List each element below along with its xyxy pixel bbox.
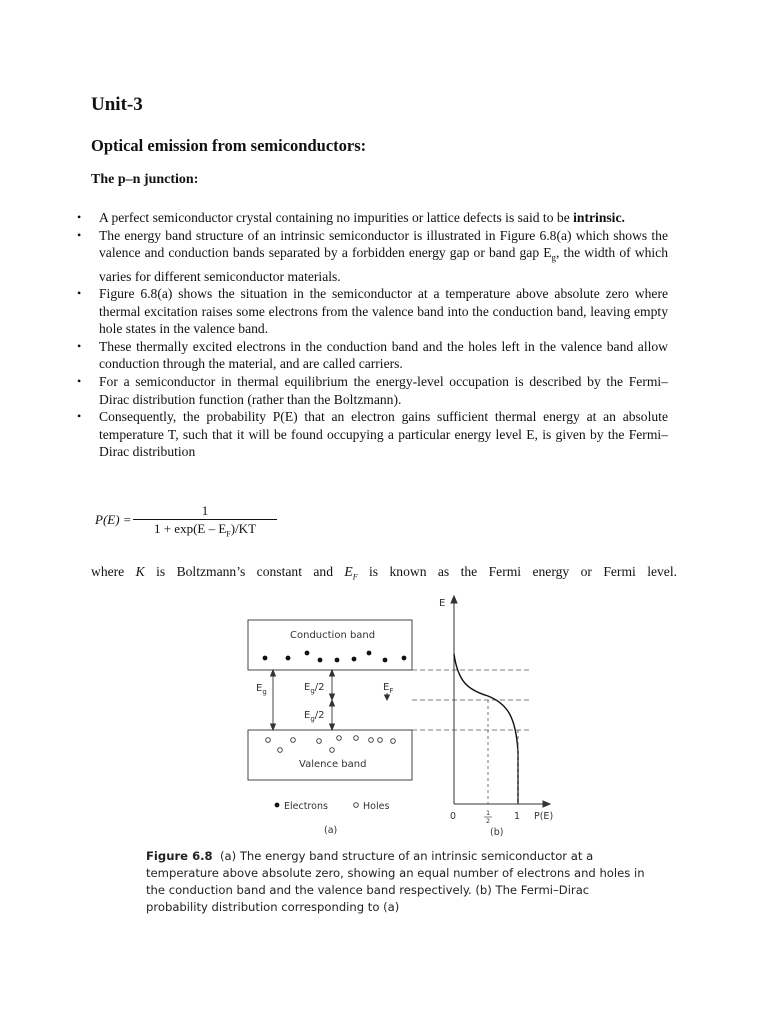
where-ef-letter: E [344, 564, 353, 579]
eg-half-upper-label: $E_g/2$ [304, 682, 325, 695]
formula-numerator: 1 [201, 503, 209, 518]
hole-circle [337, 736, 342, 741]
holes-group [266, 736, 396, 753]
bullet-text: , the width of which varies for different semiconductor materials. [99, 245, 668, 284]
bullet-subscript: g [551, 252, 557, 263]
electron-dot [318, 658, 323, 663]
hole-circle [391, 739, 396, 744]
bullet-text: These thermally excited electrons in the conduction band and the holes left in the valence band allow conduction through the material, and are called carriers. [99, 338, 668, 372]
hole-circle [317, 739, 322, 744]
bullet-item [99, 209, 668, 227]
subsection-title: The p–n junction: [91, 172, 199, 187]
axis-e-label: E [439, 598, 446, 609]
formula-denominator [133, 520, 277, 543]
denominator-subscript: F [226, 529, 231, 539]
electron-dot [367, 651, 372, 656]
hole-circle [266, 738, 271, 743]
eg-label: $E_g$ [256, 683, 267, 696]
where-text: is known as the Fermi energy or Fermi level. [369, 564, 678, 579]
bullet-text: For a semiconductor in thermal equilibrium the energy-level occupation is described by the Fermi–Dirac distribution function (rather than the Boltzmann). [99, 374, 668, 407]
eg-arrow [271, 670, 276, 730]
conduction-band-label: Conduction band [290, 630, 376, 641]
legend-electron-dot [275, 803, 280, 808]
legend-electrons: Electrons [284, 801, 328, 812]
electrons-group [263, 651, 407, 663]
legend-hole-circle [354, 803, 359, 808]
figure-6-8 [240, 592, 570, 842]
electron-dot [286, 656, 291, 661]
unit-title: Unit-3 [91, 94, 143, 115]
ef-label: $E_F$ [383, 682, 394, 695]
fermi-dirac-curve [454, 654, 518, 804]
bullet-item [99, 373, 668, 408]
electron-dot [402, 656, 407, 661]
pe-dashed-drops [488, 700, 518, 804]
where-line [91, 564, 677, 582]
valence-band-box [248, 730, 412, 780]
valence-band-label: Valence band [299, 759, 367, 770]
bullet-text: Figure 6.8(a) shows the situation in the semiconductor at a temperature above absolute zero where thermal excitation raises some electrons from the valence band into the conduction band, leaving empty hole states in the valence band. [99, 286, 668, 337]
electron-dot [263, 656, 268, 661]
eg-half-lower-label: $E_g/2$ [304, 710, 325, 723]
bullet-bold-term: intrinsic. [573, 210, 625, 225]
bullet-item [99, 227, 668, 286]
caption-text: (a) The energy band structure of an intrinsic semiconductor at a temperature above absolute zero, showing an equal number of electrons and holes in the conduction band and the valence band respectively. (b) The Fermi–Dirac probability distribution corresponding to (a) [146, 849, 645, 914]
denominator-text: 1 + exp(E – E [153, 521, 227, 536]
figure-caption [146, 848, 646, 916]
bullet-text: The energy band structure of an intrinsic semiconductor is illustrated in Figure 6.8(a) which shows the valence and conduction bands separated by a forbidden energy gap or band gap E [99, 227, 668, 261]
axis-x-label: P(E) [534, 811, 554, 822]
electron-dot [305, 651, 310, 656]
hole-circle [378, 738, 383, 743]
where-ef-subscript: F [352, 572, 358, 582]
formula-lhs: P(E) = [95, 512, 132, 527]
where-ef-symbol [344, 564, 358, 582]
where-text: is Boltzmann’s constant and [156, 564, 334, 579]
panel-a-label: (a) [324, 825, 338, 836]
pe-axes [451, 596, 550, 807]
hole-circle [278, 748, 283, 753]
caption-label: Figure 6.8 [146, 849, 213, 863]
bullet-text: Consequently, the probability P(E) that an electron gains sufficient thermal energy at an absolute temperature T, such that it will be found occupying a particular energy level E, is given by the Fermi–Dirac distribution [99, 409, 668, 460]
axis-x-zero: 0 [450, 811, 457, 822]
bullet-text: A perfect semiconductor crystal containing no impurities or lattice defects is said to be [99, 210, 574, 225]
electron-dot [352, 657, 357, 662]
axis-x-half-den: 2 [486, 817, 491, 825]
where-text: where [91, 564, 125, 579]
formula-fraction [133, 503, 277, 543]
section-title: Optical emission from semiconductors: [91, 136, 367, 155]
denominator-end: )/KT [230, 521, 257, 536]
electron-dot [335, 658, 340, 663]
legend-holes: Holes [363, 801, 390, 812]
hole-circle [330, 748, 335, 753]
hole-circle [291, 738, 296, 743]
eg-half-arrows [330, 670, 335, 730]
bullet-list [99, 209, 668, 461]
conduction-band-box [248, 620, 412, 670]
panel-b-label: (b) [490, 827, 504, 838]
axis-x-half-num: 1 [486, 809, 491, 817]
hole-circle [369, 738, 374, 743]
bullet-item [99, 285, 668, 338]
hole-circle [354, 736, 359, 741]
bullet-item [99, 408, 668, 461]
bullet-item [99, 338, 668, 373]
where-k-symbol: K [135, 564, 145, 579]
electron-dot [383, 658, 388, 663]
axis-x-one: 1 [514, 811, 521, 822]
